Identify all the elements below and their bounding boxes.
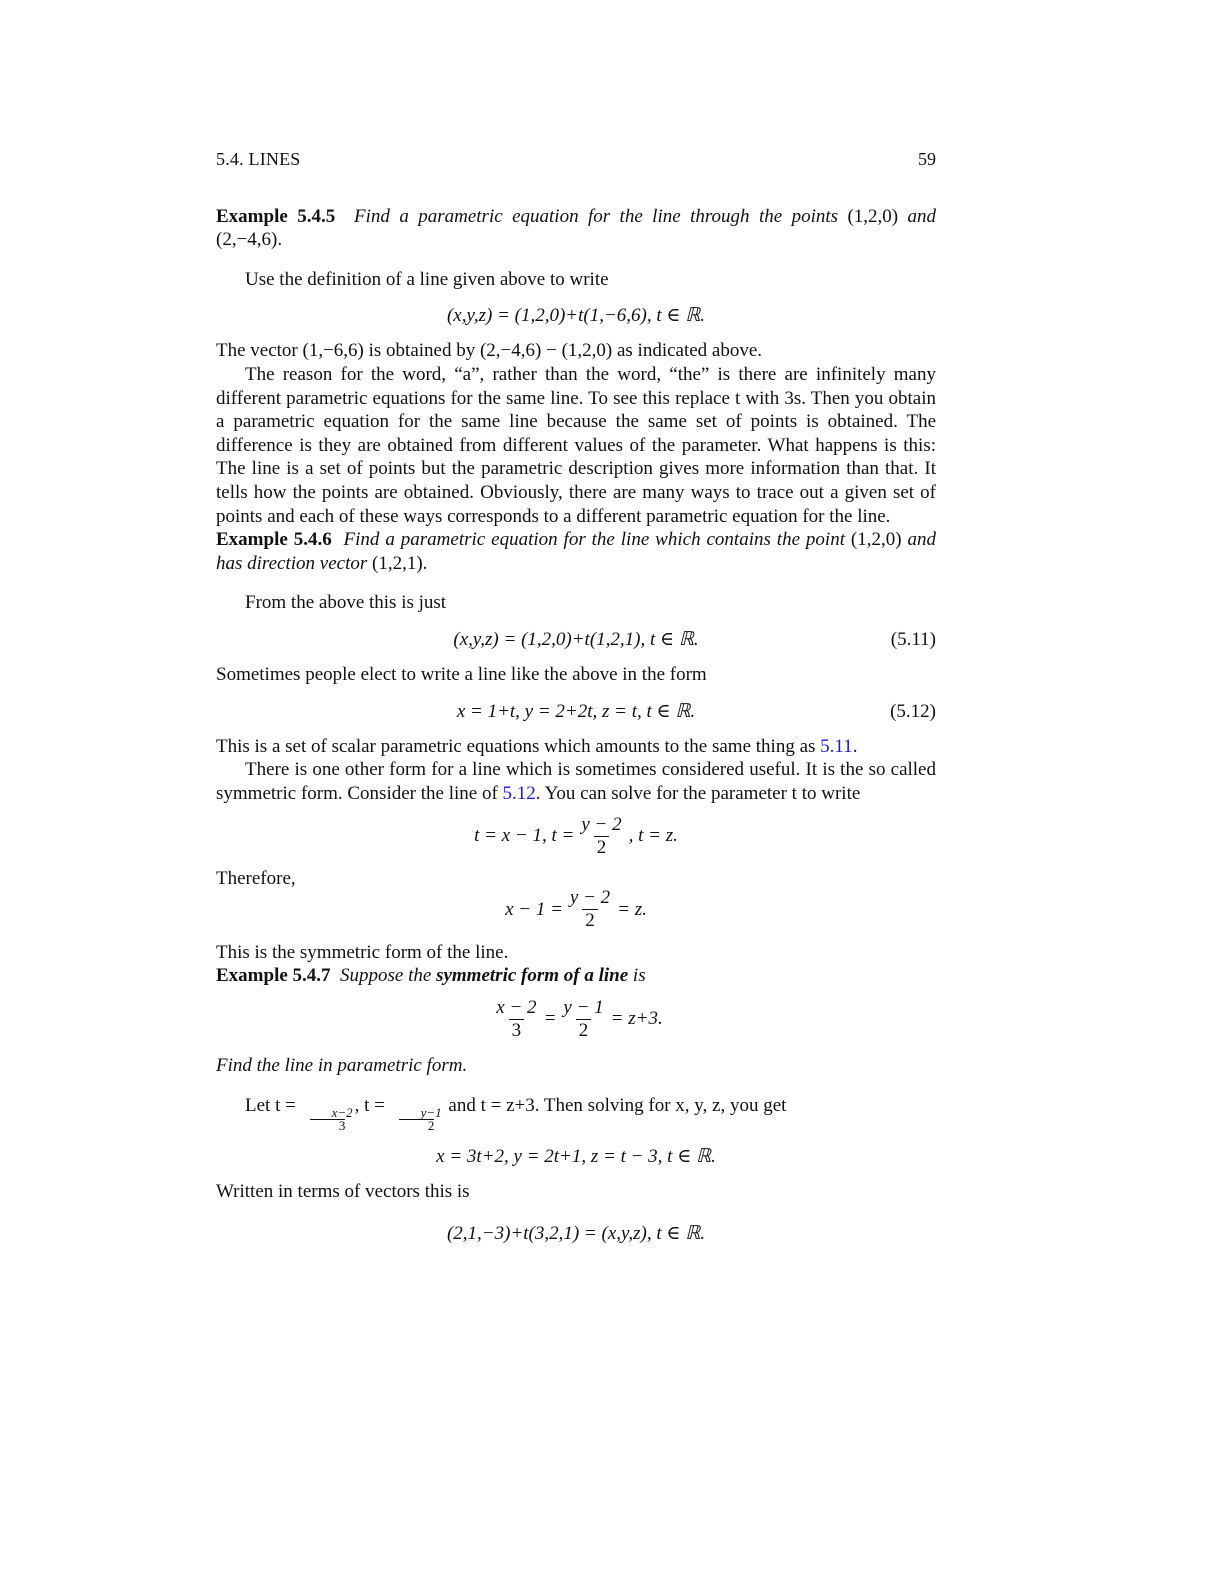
numerator: y − 2 bbox=[569, 887, 611, 909]
fraction bbox=[567, 887, 613, 932]
equation-body: (2,1,−3)+t(3,2,1) = (x,y,z), t ∈ ℝ. bbox=[446, 1223, 706, 1245]
denominator: 2 bbox=[582, 909, 598, 932]
equation-5-11 bbox=[216, 627, 936, 653]
example-label: Example 5.4.6 bbox=[216, 529, 332, 551]
paragraph: The reason for the word, “a”, rather than the word, “the” is there are infinitely many different parametric equations for the same line. To see this replace t with 3s. Then you obtain a parametric equation for the same line because the same set of points is obtained. The difference is they are obtained from different values of the parameter. What happens is this: The line is a set of points but the parametric description gives more information than that. It tells how the points are obtained. Obviously, there are many ways to trace out a given set of points and each of these ways corresponds to a different parametric equation for the line. bbox=[216, 363, 936, 527]
paragraph-text: and t = z+3. Then solving for x, y, z, you get bbox=[448, 1094, 787, 1116]
equation-part: = z+3. bbox=[610, 1008, 663, 1030]
equation-number: (5.11) bbox=[890, 628, 936, 650]
direction-vector: (1,2,1). bbox=[372, 552, 428, 574]
equation-vector-form bbox=[216, 1221, 936, 1247]
denominator: 3 bbox=[310, 1119, 346, 1132]
example-statement: Find a parametric equation for the line which contains the point bbox=[343, 529, 845, 551]
point-2: (2,−4,6). bbox=[216, 229, 283, 251]
equation-parametric bbox=[216, 1144, 936, 1170]
equation-part: , t = z. bbox=[628, 825, 678, 847]
inline-fraction bbox=[303, 1104, 353, 1133]
example-statement: Find a parametric equation for the line through the points bbox=[354, 205, 839, 227]
denominator: 3 bbox=[509, 1019, 525, 1042]
paragraph: Use the definition of a line given above to write bbox=[245, 268, 609, 290]
equation-body: (x,y,z) = (1,2,0)+t(1,2,1), t ∈ ℝ. bbox=[453, 628, 699, 650]
numerator: x − 2 bbox=[496, 996, 537, 1018]
equation-5-12 bbox=[216, 699, 936, 725]
paragraph: Find the line in parametric form. bbox=[216, 1055, 468, 1077]
denominator: 2 bbox=[576, 1019, 592, 1042]
paragraph bbox=[216, 758, 936, 805]
equation-symmetric bbox=[216, 883, 936, 937]
equation-body: (x,y,z) = (1,2,0)+t(1,−6,6), t ∈ ℝ. bbox=[446, 305, 706, 327]
numerator: y − 2 bbox=[581, 813, 622, 835]
equation-ref-link[interactable]: 5.12 bbox=[502, 782, 536, 804]
denominator: 2 bbox=[399, 1119, 435, 1132]
paragraph bbox=[216, 1094, 936, 1132]
equation-solve-t bbox=[216, 809, 936, 863]
numerator: y − 1 bbox=[563, 996, 604, 1018]
equation-part: x − 1 = bbox=[505, 899, 563, 921]
equation-display bbox=[216, 303, 936, 329]
fraction bbox=[560, 997, 606, 1042]
paragraph: Therefore, bbox=[216, 868, 296, 890]
example-5-4-7 bbox=[216, 964, 936, 988]
paragraph: This is the symmetric form of the line. bbox=[216, 941, 509, 963]
numerator: x−2 bbox=[331, 1104, 353, 1120]
equals-sign: = bbox=[543, 1008, 557, 1030]
equation-part: = z. bbox=[617, 899, 647, 921]
paragraph-text: This is a set of scalar parametric equations which amounts to the same thing as bbox=[216, 735, 816, 757]
running-header bbox=[216, 148, 936, 172]
equation-part: t = x − 1, t = bbox=[474, 825, 575, 847]
numerator: y−1 bbox=[420, 1104, 442, 1120]
denominator: 2 bbox=[594, 836, 610, 859]
page-content bbox=[216, 148, 936, 1257]
point-1: (1,2,0) bbox=[847, 205, 899, 227]
paragraph-text: Let t = bbox=[245, 1094, 296, 1116]
paragraph: From the above this is just bbox=[245, 592, 447, 614]
punctuation: . bbox=[852, 735, 858, 757]
example-5-4-6 bbox=[216, 528, 936, 575]
example-5-4-5 bbox=[216, 205, 936, 252]
fraction bbox=[578, 814, 624, 859]
equation-body: x = 1+t, y = 2+2t, z = t, t ∈ ℝ. bbox=[456, 700, 696, 722]
and-word: and bbox=[907, 205, 937, 227]
paragraph-text: . You can solve for the parameter t to write bbox=[535, 782, 861, 804]
bold-term: symmetric form of a line bbox=[436, 965, 629, 987]
example-statement-cont: and has direction vector bbox=[216, 529, 936, 574]
equation-example-symmetric bbox=[216, 992, 936, 1046]
example-label: Example 5.4.5 bbox=[216, 205, 336, 227]
equation-body: x = 3t+2, y = 2t+1, z = t − 3, t ∈ ℝ. bbox=[436, 1145, 716, 1167]
inline-fraction bbox=[392, 1104, 442, 1133]
paragraph: The vector (1,−6,6) is obtained by (2,−4,6) − (1,2,0) as indicated above. bbox=[216, 340, 763, 362]
page-number: 59 bbox=[918, 149, 936, 169]
paragraph-text: There is one other form for a line which is sometimes considered useful. It is the so called symmetric form. Consider the line of bbox=[216, 759, 936, 804]
point: (1,2,0) bbox=[850, 529, 902, 551]
paragraph-text: , t = bbox=[354, 1094, 385, 1116]
example-label: Example 5.4.7 bbox=[216, 965, 331, 987]
paragraph: Written in terms of vectors this is bbox=[216, 1180, 470, 1202]
paragraph bbox=[216, 735, 936, 759]
example-statement: Suppose the bbox=[340, 965, 432, 987]
equation-number: (5.12) bbox=[890, 700, 936, 722]
fraction bbox=[493, 997, 539, 1042]
section-title: 5.4. LINES bbox=[216, 149, 301, 169]
equation-ref-link[interactable]: 5.11 bbox=[820, 735, 853, 757]
example-statement-cont: is bbox=[632, 965, 646, 987]
paragraph: Sometimes people elect to write a line like the above in the form bbox=[216, 663, 707, 685]
